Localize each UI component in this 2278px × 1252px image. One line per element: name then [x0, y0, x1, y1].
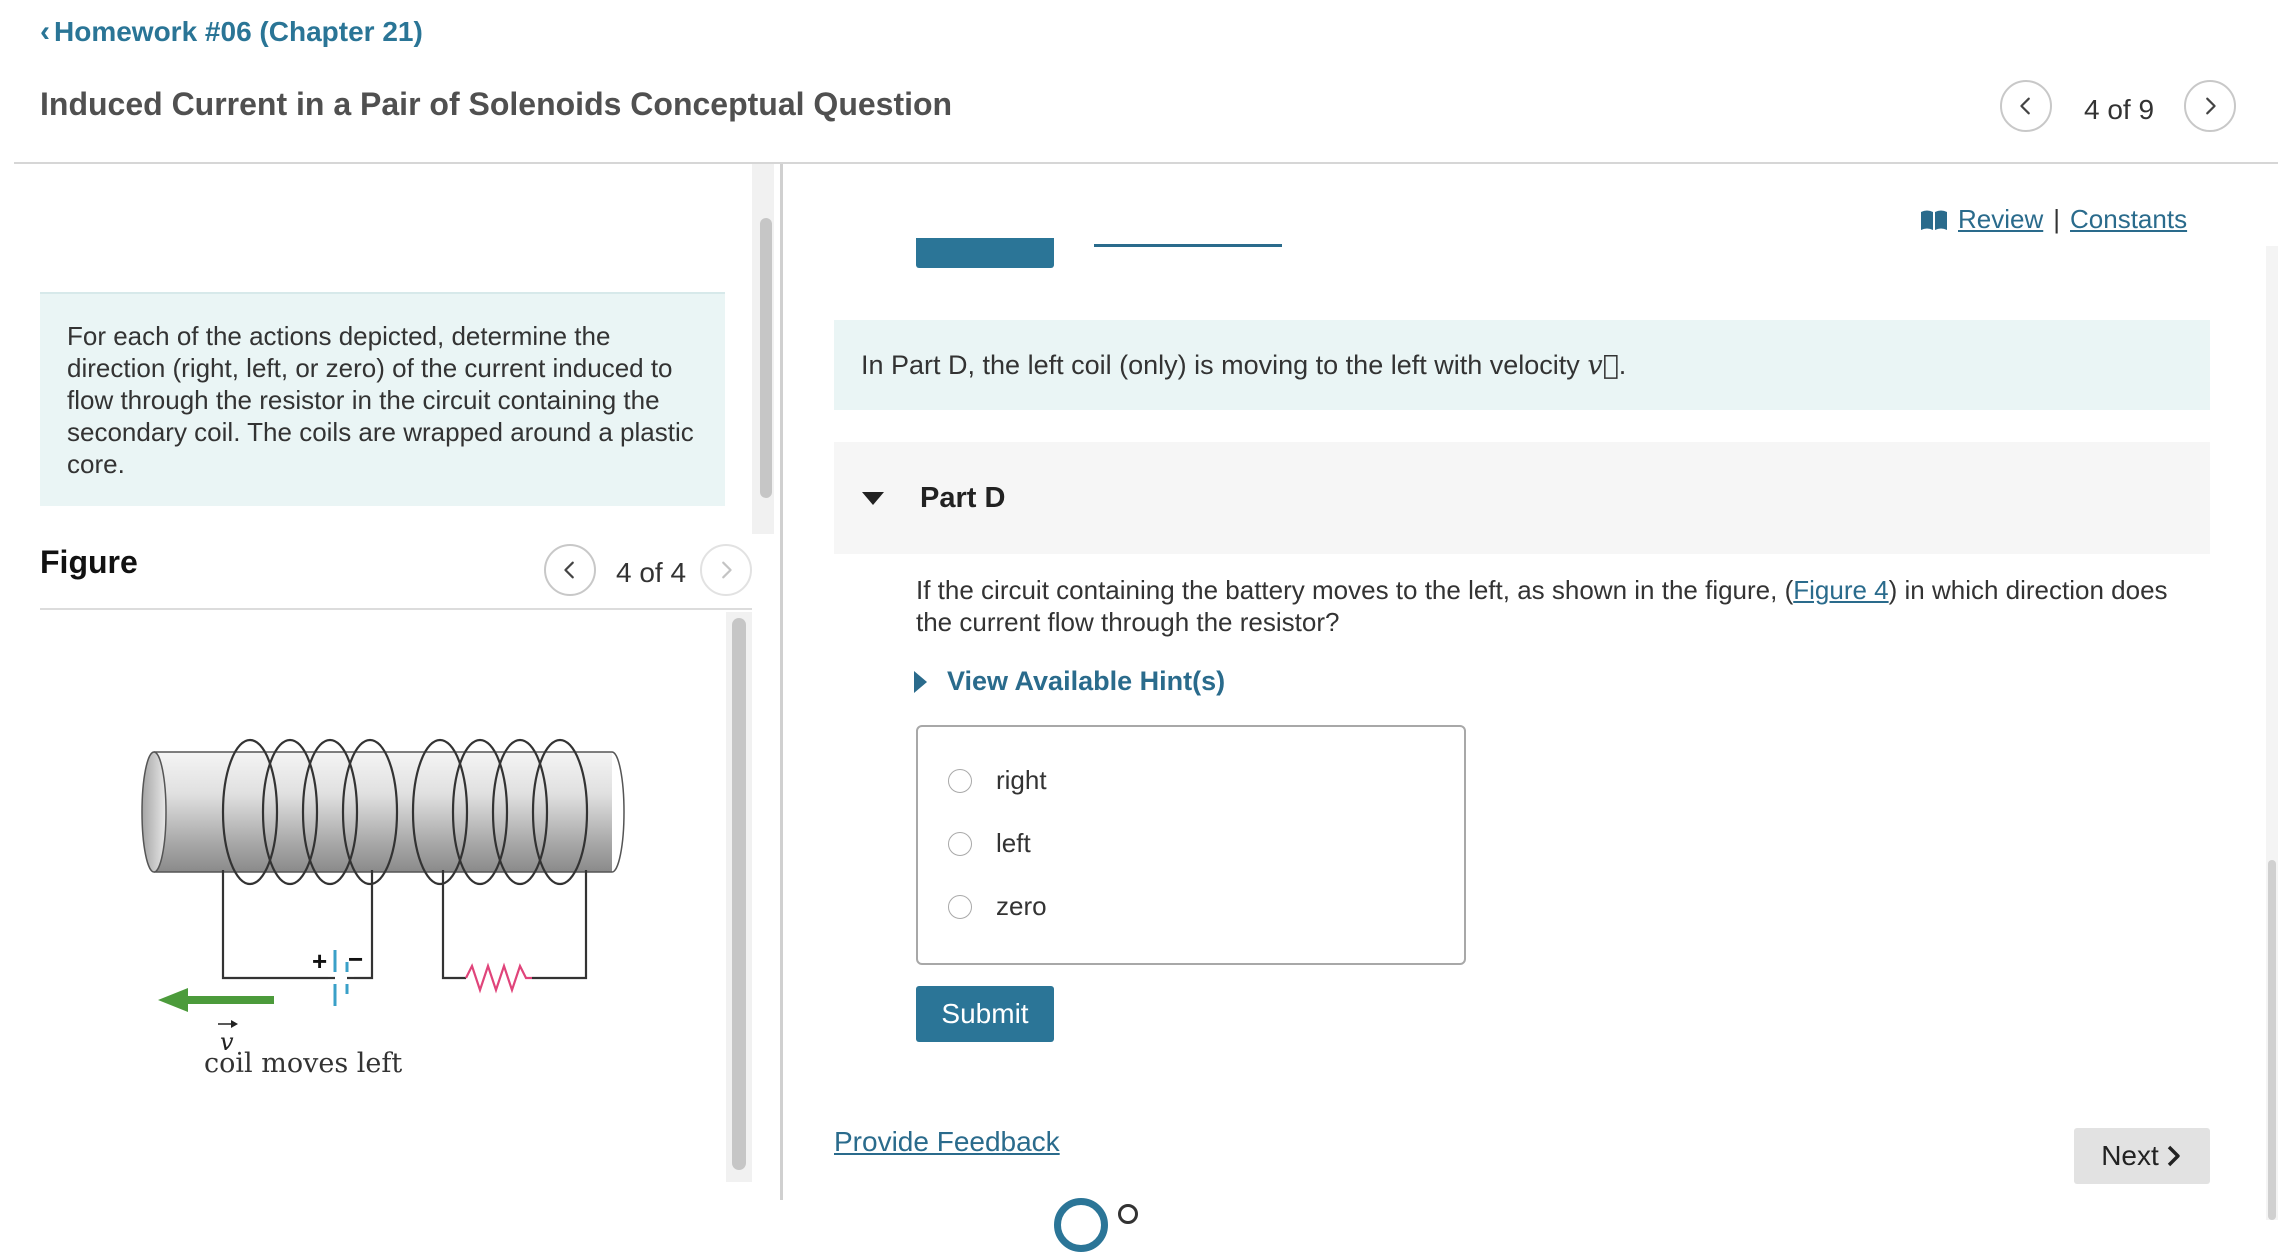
option-left[interactable] — [948, 828, 1031, 859]
chevron-right-icon — [2165, 1144, 2183, 1168]
figure-divider — [40, 608, 752, 610]
velocity-vector: v⃗ — [1587, 349, 1619, 381]
part-info-end: . — [1618, 349, 1627, 380]
previous-part-submit-button[interactable] — [916, 238, 1054, 268]
caret-down-icon — [862, 492, 884, 505]
question-text-end: ) in which direction does the current flow through the resistor? — [916, 575, 2168, 637]
figure-next-button[interactable] — [700, 544, 752, 596]
next-item-button[interactable] — [2184, 80, 2236, 132]
constants-link[interactable]: Constants — [2070, 204, 2188, 234]
item-counter: 4 of 9 — [2084, 94, 2155, 125]
solenoid-figure — [140, 720, 640, 1090]
option-zero[interactable] — [948, 891, 1047, 922]
question-text — [916, 574, 2206, 638]
option-label: zero — [996, 891, 1047, 921]
answer-options-box — [916, 725, 1466, 965]
submit-button[interactable]: Submit — [916, 986, 1054, 1042]
figure-previous-button[interactable] — [544, 544, 596, 596]
chevron-right-icon — [2199, 95, 2221, 117]
brand-logo-text-icon — [1118, 1204, 1138, 1224]
next-button-label: Next — [2101, 1140, 2159, 1171]
option-label: left — [996, 828, 1031, 858]
page-title: Induced Current in a Pair of Solenoids Conceptual Question — [40, 86, 953, 122]
part-d-header[interactable] — [834, 442, 2210, 554]
chevron-left-icon — [559, 559, 581, 581]
left-pane-scroll-thumb[interactable] — [760, 218, 772, 498]
provide-feedback-link[interactable]: Provide Feedback — [834, 1126, 1060, 1157]
figure-4-link[interactable]: Figure 4 — [1793, 575, 1889, 605]
radio-button[interactable] — [948, 895, 972, 919]
part-info-box — [834, 320, 2210, 410]
figure-caption: coil moves left — [204, 1048, 403, 1079]
velocity-arrow — [158, 988, 274, 1012]
link-separator: | — [2053, 204, 2061, 234]
review-link[interactable]: Review — [1958, 204, 2044, 234]
view-hints-toggle[interactable] — [914, 666, 1225, 697]
figure-counter: 4 of 4 — [616, 557, 687, 588]
radio-button[interactable] — [948, 769, 972, 793]
chevron-right-icon — [715, 559, 737, 581]
figure-scroll-thumb[interactable] — [732, 618, 746, 1170]
intro-text: For each of the actions depicted, determine the direction (right, left, or zero) of the current induced to flow through the resistor in the circuit containing the secondary coil. The coils are wrapped around a plastic core. — [67, 321, 694, 479]
pane-divider[interactable] — [780, 164, 783, 1200]
brand-logo-icon — [1054, 1198, 1108, 1252]
resistor-circuit — [443, 870, 586, 990]
next-button[interactable] — [2074, 1128, 2210, 1184]
battery-minus-label: − — [348, 944, 364, 974]
resource-links — [1920, 204, 2187, 235]
chevron-left-icon: ‹ — [40, 15, 50, 48]
previous-item-button[interactable] — [2000, 80, 2052, 132]
question-text-start: If the circuit containing the battery moves to the left, as shown in the figure, ( — [916, 575, 1794, 605]
intro-text-box — [40, 292, 725, 506]
option-right[interactable] — [948, 765, 1047, 796]
part-info-text: In Part D, the left coil (only) is moving to the left with velocity — [861, 349, 1580, 380]
plastic-core — [142, 752, 624, 872]
view-hints-label: View Available Hint(s) — [947, 666, 1226, 696]
chevron-left-icon — [2015, 95, 2037, 117]
right-pane-scroll-thumb[interactable] — [2268, 860, 2276, 1220]
resistor — [466, 966, 532, 990]
header-divider — [14, 162, 2278, 164]
battery-plus-label: + — [312, 946, 328, 976]
book-icon — [1920, 209, 1948, 231]
option-label: right — [996, 765, 1047, 795]
figure-heading: Figure — [40, 544, 138, 580]
part-d-label: Part D — [920, 481, 1006, 514]
radio-button[interactable] — [948, 832, 972, 856]
velocity-symbol: v — [220, 1028, 234, 1056]
caret-right-icon — [914, 671, 927, 693]
back-link-label: Homework #06 (Chapter 21) — [54, 16, 423, 47]
previous-part-request-answer-link[interactable] — [1094, 244, 1282, 247]
back-to-assignment-link[interactable] — [40, 16, 423, 48]
